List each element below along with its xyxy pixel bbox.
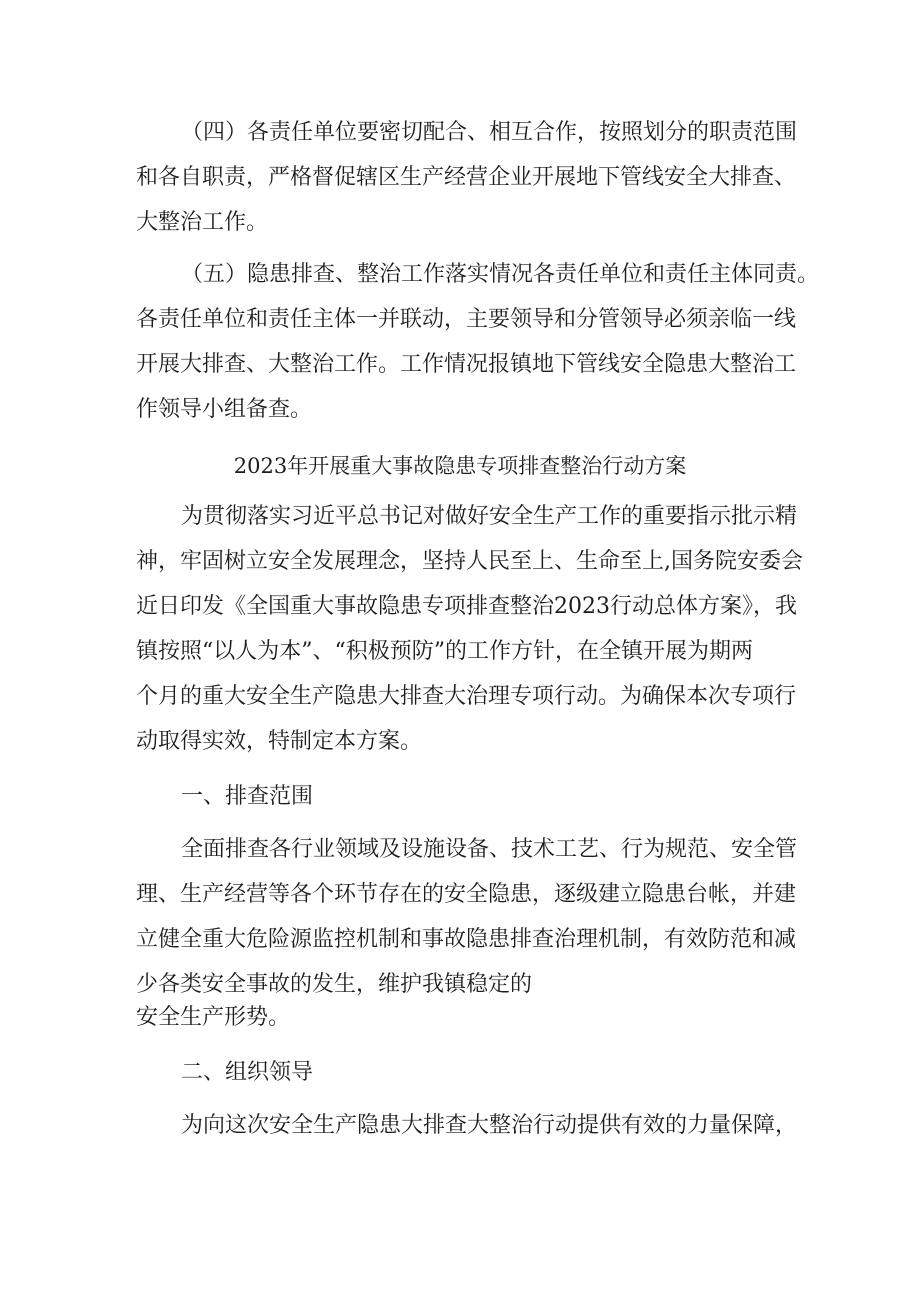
paragraph-4-line-3: 大整治工作。: [136, 210, 269, 235]
leadership-line-1: 为向这次安全生产隐患大排查大整治行动提供有效的力量保障，: [181, 1113, 798, 1138]
scope-line-1: 全面排查各行业领域及设施设备、技术工艺、行为规范、安全管: [181, 837, 798, 862]
paragraph-5-line-1: （五）隐患排查、整治工作落实情况各责任单位和责任主体同责。: [181, 262, 820, 287]
paragraph-5-line-2: 各责任单位和责任主体一并联动，主要领导和分管领导必须亲临一线: [136, 307, 797, 332]
section-2-heading: 二、组织领导: [181, 1060, 314, 1085]
section-1-heading: 一、排查范围: [181, 784, 314, 809]
paragraph-5-line-4: 作领导小组备查。: [136, 397, 313, 422]
intro-line-6: 动取得实效，特制定本方案。: [136, 729, 423, 754]
document-title: 2023年开展重大事故隐患专项排查整治行动方案: [233, 454, 687, 478]
intro-line-5: 个月的重大安全生产隐患大排查大治理专项行动。为确保本次专项行: [136, 684, 797, 709]
paragraph-4-line-2: 和各自职责，严格督促辖区生产经营企业开展地下管线安全大排查、: [136, 165, 797, 190]
paragraph-4-line-1: （四）各责任单位要密切配合、相互合作，按照划分的职责范围: [181, 120, 798, 145]
scope-line-5: 安全生产形势。: [136, 1005, 291, 1030]
scope-line-2: 理、生产经营等各个环节存在的安全隐患，逐级建立隐患台帐，并建: [136, 882, 797, 907]
paragraph-5-line-3: 开展大排查、大整治工作。工作情况报镇地下管线安全隐患大整治工: [136, 352, 797, 377]
intro-line-3: 近日印发《全国重大事故隐患专项排查整治2023行动总体方案》，我: [136, 594, 797, 619]
scope-line-4: 少各类安全事故的发生，维护我镇稳定的: [136, 972, 533, 997]
scope-line-3: 立健全重大危险源监控机制和事故隐患排查治理机制，有效防范和减: [136, 927, 797, 952]
intro-line-4: 镇按照“以人为本”、“积极预防”的工作方针，在全镇开展为期两: [136, 639, 753, 664]
intro-line-1: 为贯彻落实习近平总书记对做好安全生产工作的重要指示批示精: [181, 504, 798, 529]
intro-line-2: 神，牢固树立安全发展理念，坚持人民至上、生命至上,国务院安委会: [136, 549, 803, 574]
